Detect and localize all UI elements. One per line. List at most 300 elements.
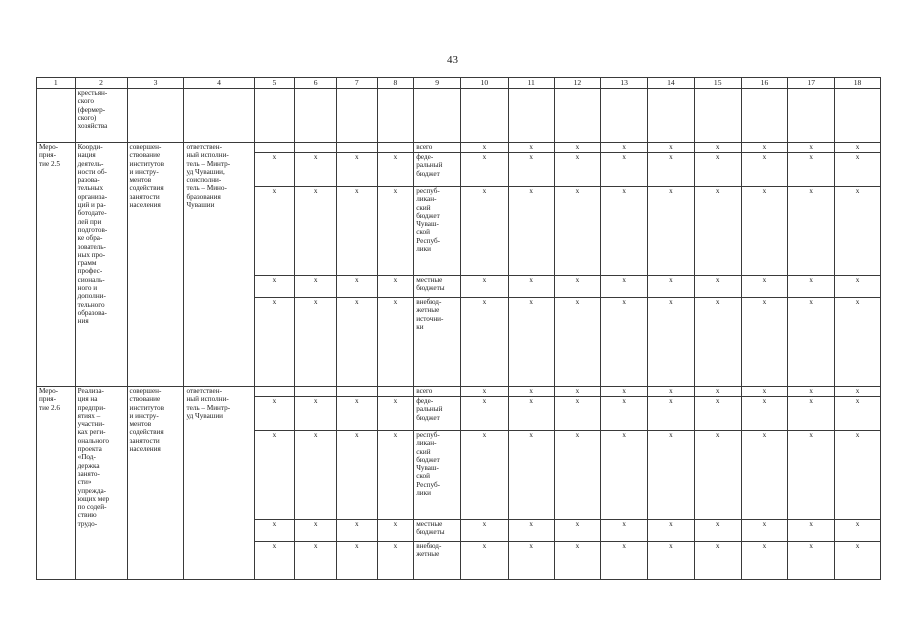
cell-line: ки	[416, 322, 424, 331]
cell-line: феде-	[416, 397, 434, 405]
value-cell: x	[508, 397, 554, 431]
value-cell	[336, 387, 377, 397]
table-row	[37, 143, 881, 153]
cell-line: лей при	[77, 217, 102, 226]
program-table	[36, 77, 881, 580]
cell-line: тие 2.5	[39, 159, 60, 168]
value-cell: x	[601, 143, 648, 153]
value-cell: x	[835, 542, 881, 580]
page-number: 43	[447, 54, 458, 66]
measure-code	[37, 387, 76, 580]
value-cell: x	[377, 298, 414, 387]
table-cell	[601, 89, 648, 143]
value-cell: x	[694, 542, 741, 580]
value-cell: x	[254, 431, 295, 520]
table-cell	[75, 89, 127, 143]
table-cell	[184, 89, 254, 143]
cell-line: ций и ра-	[77, 201, 106, 210]
table-cell	[414, 89, 461, 143]
cell-line: разова-	[77, 176, 100, 185]
cell-line: Меро-	[39, 143, 59, 151]
funding-source	[414, 298, 461, 387]
value-cell: x	[741, 431, 788, 520]
value-cell	[254, 387, 295, 397]
measure-title	[75, 387, 127, 580]
cell-line: деятель-	[77, 159, 104, 168]
value-cell: x	[460, 431, 508, 520]
cell-line: населения	[129, 201, 161, 210]
value-cell: x	[377, 153, 414, 187]
value-cell: x	[788, 520, 835, 542]
cell-line: бюджеты	[416, 528, 445, 537]
value-cell: x	[460, 542, 508, 580]
cell-line: источни-	[416, 314, 444, 323]
table-cell	[295, 89, 337, 143]
cell-line: ности об-	[77, 167, 107, 176]
value-cell	[295, 143, 337, 153]
cell-line: и инстру-	[129, 411, 159, 420]
value-cell: x	[508, 153, 554, 187]
value-cell: x	[601, 187, 648, 276]
value-cell: x	[460, 298, 508, 387]
cell-line: институтов	[129, 403, 165, 412]
value-cell: x	[788, 153, 835, 187]
cell-line: сти»	[77, 478, 92, 487]
cell-line: тельного	[77, 300, 105, 309]
cell-line: хозяйства	[77, 122, 108, 131]
value-cell: x	[741, 520, 788, 542]
cell-line: участни-	[77, 420, 105, 429]
funding-source	[414, 143, 461, 153]
value-cell: x	[601, 298, 648, 387]
cell-line: населения	[129, 445, 161, 454]
value-cell: x	[460, 520, 508, 542]
table-cell	[648, 89, 695, 143]
value-cell: x	[835, 143, 881, 153]
cell-line: содействия	[129, 428, 164, 437]
table-cell	[788, 89, 835, 143]
value-cell: x	[741, 387, 788, 397]
table-cell	[741, 89, 788, 143]
table-cell	[254, 89, 295, 143]
value-cell: x	[694, 520, 741, 542]
value-cell: x	[741, 298, 788, 387]
column-number: 6	[295, 78, 337, 89]
cell-line: бюджет	[416, 211, 440, 220]
cell-line: тельных	[77, 184, 104, 193]
cell-line: грамм	[77, 259, 97, 268]
column-number: 2	[75, 78, 127, 89]
value-cell: x	[694, 276, 741, 298]
cell-line: подготов-	[77, 225, 108, 234]
value-cell: x	[694, 187, 741, 276]
value-cell: x	[460, 387, 508, 397]
cell-line: местные	[416, 276, 443, 284]
value-cell: x	[254, 298, 295, 387]
funding-source	[414, 542, 461, 580]
cell-line: крестьян-	[77, 89, 108, 97]
value-cell: x	[295, 153, 337, 187]
cell-line: бюджет	[416, 413, 440, 422]
cell-line: ный исполни-	[186, 151, 229, 160]
value-cell: x	[554, 276, 601, 298]
cell-line: Чуваш-	[416, 220, 439, 229]
value-cell	[295, 387, 337, 397]
value-cell: x	[508, 520, 554, 542]
value-cell: x	[254, 397, 295, 431]
cell-line: ответствен-	[186, 387, 222, 395]
value-cell: x	[601, 153, 648, 187]
cell-line: тие 2.6	[39, 403, 60, 412]
value-cell: x	[377, 542, 414, 580]
value-cell: x	[554, 143, 601, 153]
cell-line: тель – Минтр-	[186, 403, 231, 412]
cell-line: уд Чувашии,	[186, 167, 225, 176]
measure-executor	[184, 143, 254, 387]
value-cell: x	[648, 298, 695, 387]
value-cell: x	[295, 187, 337, 276]
table-cell	[694, 89, 741, 143]
value-cell	[254, 143, 295, 153]
value-cell: x	[336, 542, 377, 580]
cell-line: проекта	[77, 445, 102, 454]
cell-line: нация	[77, 151, 96, 160]
value-cell: x	[377, 431, 414, 520]
value-cell: x	[508, 542, 554, 580]
column-number: 16	[741, 78, 788, 89]
cell-line: тель – Минтр-	[186, 159, 231, 168]
value-cell: x	[254, 542, 295, 580]
value-cell: x	[508, 298, 554, 387]
value-cell: x	[295, 298, 337, 387]
value-cell: x	[460, 397, 508, 431]
table-cell	[460, 89, 508, 143]
value-cell: x	[648, 520, 695, 542]
value-cell: x	[601, 431, 648, 520]
table-cell	[37, 89, 76, 143]
cell-line: ботодате-	[77, 209, 107, 218]
value-cell: x	[835, 187, 881, 276]
cell-line: Коорди-	[77, 143, 103, 151]
cell-line: ского)	[77, 113, 97, 122]
cell-line: феде-	[416, 153, 434, 161]
value-cell: x	[648, 187, 695, 276]
measure-executor	[184, 387, 254, 580]
cell-line: дополни-	[77, 292, 106, 301]
funding-source	[414, 387, 461, 397]
cell-line: держка	[77, 461, 100, 470]
cell-line: всего	[416, 387, 433, 395]
cell-line: соисполни-	[186, 176, 222, 185]
value-cell: x	[835, 520, 881, 542]
cell-line: ках реги-	[77, 428, 106, 437]
value-cell: x	[835, 397, 881, 431]
value-cell: x	[835, 298, 881, 387]
value-cell: x	[601, 397, 648, 431]
value-cell: x	[835, 153, 881, 187]
cell-line: Респуб-	[416, 236, 441, 245]
value-cell: x	[508, 387, 554, 397]
value-cell: x	[460, 143, 508, 153]
value-cell: x	[601, 387, 648, 397]
cell-line: ный исполни-	[186, 395, 229, 404]
cell-line: образова-	[77, 308, 107, 317]
column-number: 17	[788, 78, 835, 89]
value-cell: x	[835, 276, 881, 298]
value-cell: x	[788, 298, 835, 387]
value-cell: x	[336, 431, 377, 520]
value-cell: x	[788, 187, 835, 276]
value-cell: x	[648, 431, 695, 520]
value-cell: x	[508, 187, 554, 276]
cell-line: Чувашии	[186, 201, 215, 210]
cell-line: ской	[416, 472, 430, 481]
value-cell: x	[788, 387, 835, 397]
cell-line: совершен-	[129, 387, 162, 395]
value-cell: x	[694, 143, 741, 153]
column-number: 1	[37, 78, 76, 89]
value-cell: x	[601, 276, 648, 298]
cell-line: ствование	[129, 395, 161, 404]
value-cell: x	[295, 276, 337, 298]
cell-line: внебюд-	[416, 542, 442, 550]
value-cell: x	[741, 542, 788, 580]
table-cell	[336, 89, 377, 143]
cell-line: организа-	[77, 192, 108, 201]
value-cell: x	[741, 187, 788, 276]
funding-source	[414, 153, 461, 187]
cell-line: ральный	[416, 405, 443, 414]
value-cell: x	[694, 153, 741, 187]
column-number: 5	[254, 78, 295, 89]
cell-line: (фермер-	[77, 105, 106, 114]
cell-line: ция на	[77, 395, 98, 404]
value-cell: x	[648, 387, 695, 397]
cell-line: тель – Мино-	[186, 184, 227, 193]
value-cell: x	[648, 542, 695, 580]
cell-line: содействия	[129, 184, 164, 193]
cell-line: по содей-	[77, 503, 107, 512]
value-cell: x	[788, 431, 835, 520]
cell-line: совершен-	[129, 143, 162, 151]
column-number: 9	[414, 78, 461, 89]
value-cell: x	[377, 187, 414, 276]
cell-line: онального	[77, 436, 110, 445]
table-cell	[127, 89, 184, 143]
column-number: 10	[460, 78, 508, 89]
value-cell: x	[508, 431, 554, 520]
funding-source	[414, 397, 461, 431]
cell-line: Респуб-	[416, 480, 441, 489]
cell-line: внебюд-	[416, 298, 442, 306]
column-number: 3	[127, 78, 184, 89]
value-cell: x	[377, 397, 414, 431]
cell-line: респуб-	[416, 431, 440, 439]
table-row	[37, 387, 881, 397]
value-cell: x	[788, 397, 835, 431]
value-cell: x	[694, 431, 741, 520]
table-cell	[835, 89, 881, 143]
cell-line: бюджеты	[416, 284, 445, 293]
measure-title	[75, 143, 127, 387]
cell-line: ликан-	[416, 439, 437, 448]
value-cell: x	[694, 298, 741, 387]
value-cell: x	[741, 143, 788, 153]
value-cell: x	[377, 276, 414, 298]
column-number: 12	[554, 78, 601, 89]
cell-line: ментов	[129, 420, 152, 429]
cell-line: ния	[77, 317, 89, 326]
value-cell: x	[295, 542, 337, 580]
column-number: 7	[336, 78, 377, 89]
value-cell	[336, 143, 377, 153]
measure-goal	[127, 387, 184, 580]
cell-line: трудо-	[77, 519, 98, 528]
value-cell: x	[336, 397, 377, 431]
value-cell: x	[554, 397, 601, 431]
cell-line: занятости	[129, 436, 160, 445]
value-cell: x	[336, 298, 377, 387]
cell-line: институтов	[129, 159, 165, 168]
value-cell: x	[694, 397, 741, 431]
column-number: 14	[648, 78, 695, 89]
cell-line: лики	[416, 489, 431, 498]
cell-line: ке обра-	[77, 234, 103, 243]
column-number: 13	[601, 78, 648, 89]
cell-line: предпри-	[77, 403, 106, 412]
value-cell: x	[788, 542, 835, 580]
cell-line: Реализа-	[77, 387, 104, 395]
value-cell: x	[336, 153, 377, 187]
funding-source	[414, 520, 461, 542]
cell-line: ствование	[129, 151, 161, 160]
value-cell: x	[788, 276, 835, 298]
cell-line: ский	[416, 447, 431, 456]
value-cell: x	[601, 520, 648, 542]
value-cell: x	[554, 431, 601, 520]
value-cell: x	[554, 387, 601, 397]
value-cell: x	[554, 542, 601, 580]
cell-line: ятиях –	[77, 411, 101, 420]
continued-row	[37, 89, 881, 143]
value-cell: x	[741, 153, 788, 187]
value-cell: x	[741, 276, 788, 298]
value-cell: x	[648, 153, 695, 187]
cell-line: сиональ-	[77, 275, 105, 284]
cell-line: «Под-	[77, 453, 96, 462]
value-cell: x	[788, 143, 835, 153]
value-cell: x	[336, 520, 377, 542]
cell-line: ского	[77, 97, 94, 106]
cell-line: прия-	[39, 151, 56, 160]
column-number: 18	[835, 78, 881, 89]
cell-line: ного и	[77, 284, 98, 293]
value-cell: x	[648, 397, 695, 431]
cell-line: ных про-	[77, 250, 106, 259]
value-cell: x	[554, 153, 601, 187]
cell-line: ской	[416, 228, 430, 237]
value-cell: x	[554, 298, 601, 387]
cell-line: ральный	[416, 161, 443, 170]
cell-line: жетные	[416, 306, 440, 315]
cell-line: прия-	[39, 395, 56, 404]
table-cell	[377, 89, 414, 143]
cell-line: упрежда-	[77, 486, 107, 495]
value-cell: x	[254, 276, 295, 298]
cell-line: ствию	[77, 511, 97, 520]
cell-line: ментов	[129, 176, 152, 185]
cell-line: лики	[416, 245, 431, 254]
cell-line: всего	[416, 143, 433, 151]
column-number: 8	[377, 78, 414, 89]
value-cell: x	[336, 187, 377, 276]
value-cell: x	[254, 187, 295, 276]
cell-line: уд Чувашии	[186, 411, 224, 420]
measure-goal	[127, 143, 184, 387]
value-cell: x	[460, 153, 508, 187]
value-cell: x	[648, 143, 695, 153]
value-cell: x	[835, 431, 881, 520]
value-cell: x	[336, 276, 377, 298]
value-cell: x	[295, 431, 337, 520]
value-cell: x	[835, 387, 881, 397]
funding-source	[414, 431, 461, 520]
cell-line: ющих мер	[77, 494, 110, 503]
value-cell: x	[508, 276, 554, 298]
cell-line: местные	[416, 520, 443, 528]
table-cell	[508, 89, 554, 143]
value-cell: x	[554, 520, 601, 542]
cell-line: ответствен-	[186, 143, 222, 151]
value-cell: x	[377, 520, 414, 542]
cell-line: занятости	[129, 192, 160, 201]
value-cell: x	[648, 276, 695, 298]
column-number: 15	[694, 78, 741, 89]
cell-line: бюджет	[416, 169, 440, 178]
measure-code	[37, 143, 76, 387]
cell-line: респуб-	[416, 187, 440, 195]
cell-line: Чуваш-	[416, 464, 439, 473]
value-cell	[377, 387, 414, 397]
cell-line: жетные	[416, 550, 440, 559]
value-cell: x	[554, 187, 601, 276]
column-number: 4	[184, 78, 254, 89]
value-cell: x	[460, 187, 508, 276]
column-number: 11	[508, 78, 554, 89]
cell-line: и инстру-	[129, 167, 159, 176]
funding-source	[414, 276, 461, 298]
table-cell	[554, 89, 601, 143]
cell-line: занято-	[77, 469, 100, 478]
cell-line: ский	[416, 203, 431, 212]
value-cell: x	[741, 397, 788, 431]
value-cell: x	[601, 542, 648, 580]
value-cell: x	[694, 387, 741, 397]
cell-line: Меро-	[39, 387, 59, 395]
cell-line: ликан-	[416, 195, 437, 204]
cell-line: бразования	[186, 192, 221, 201]
value-cell: x	[254, 520, 295, 542]
value-cell: x	[508, 143, 554, 153]
header-row	[37, 78, 881, 89]
cell-line: зователь-	[77, 242, 106, 251]
funding-source	[414, 187, 461, 276]
value-cell	[377, 143, 414, 153]
value-cell: x	[295, 397, 337, 431]
value-cell: x	[295, 520, 337, 542]
value-cell: x	[254, 153, 295, 187]
cell-line: профес-	[77, 267, 103, 276]
